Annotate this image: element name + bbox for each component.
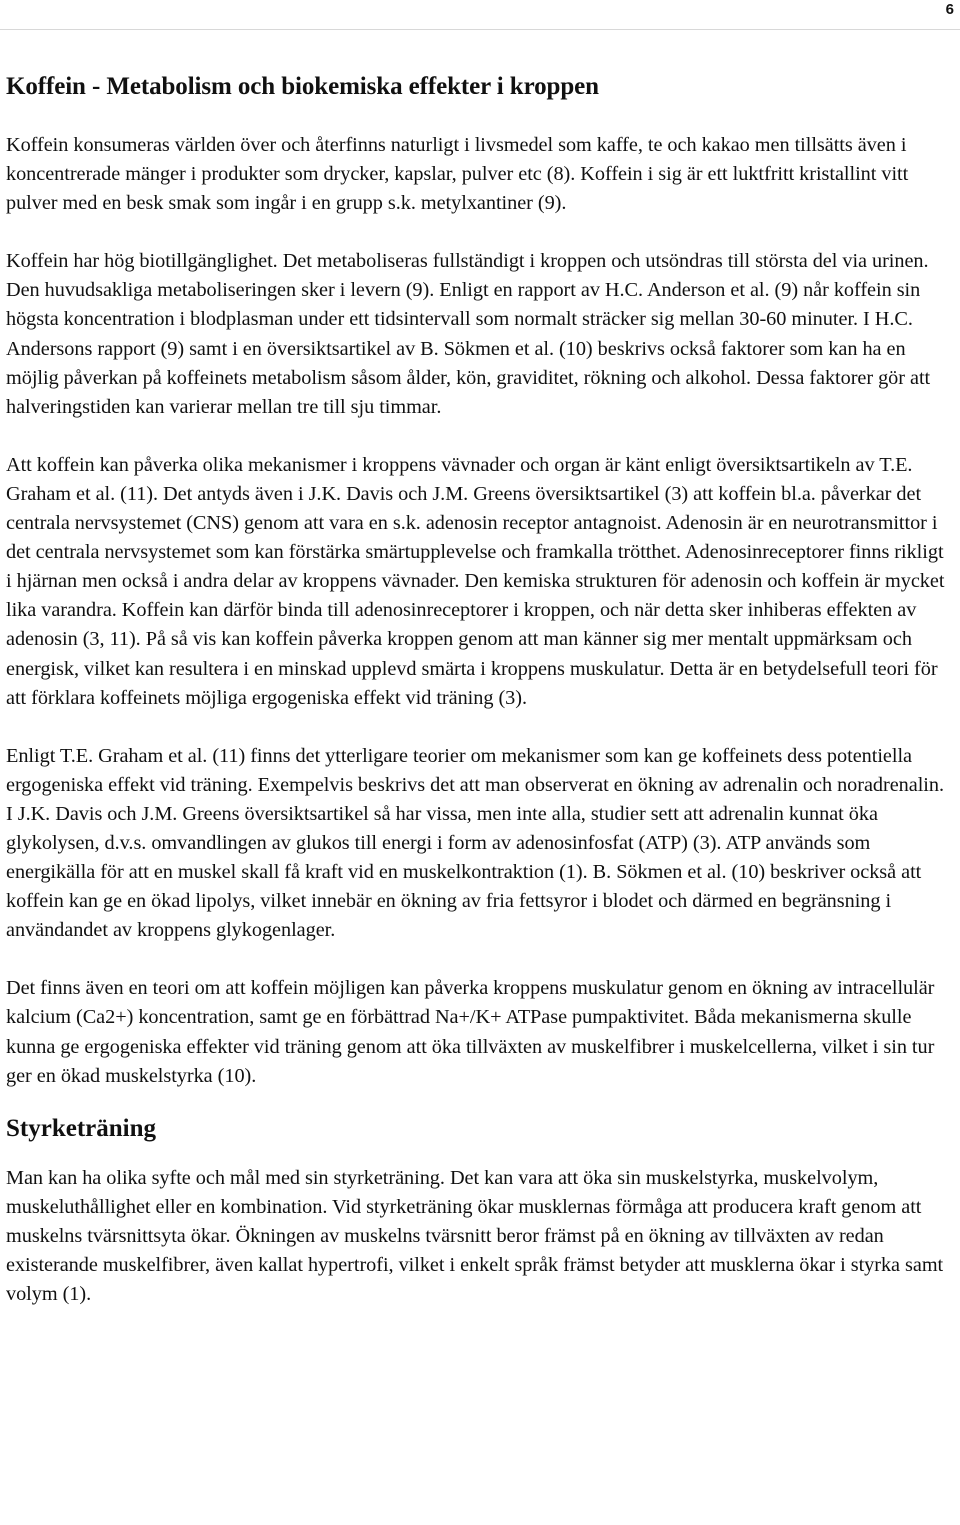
section-heading-strength-training: Styrketräning: [6, 1114, 156, 1142]
header-divider: [0, 29, 960, 30]
document-title: Koffein - Metabolism och biokemiska effekter i kroppen: [6, 73, 599, 100]
paragraph-intro: Koffein konsumeras världen över och återfinns naturligt i livsmedel som kaffe, te och kakao men tillsätts även i koncentrerade mänger i produkter som drycker, kapslar, pulver etc (8). Koffein i sig är ett luktfritt kristallint vitt pulver med en besk smak som ingår i en grupp s.k. metylxantiner (9).: [6, 134, 909, 215]
paragraph-mechanisms: Att koffein kan påverka olika mekanismer i kroppens vävnader och organ är känt enligt översiktsartikeln av T.E. Graham et al. (11). Det antyds även i J.K. Davis och J.M. Greens översiktsartikel (3) att koffein bl.a. påverkar det centrala nervsystemet (CNS) genom att vara en s.k. adenosin receptor antagnoist. Adenosin är en neurotransmittor i det centrala nervsystemet som kan förstärka smärtupplevelse och framkalla trötthet. Adenosinreceptorer finns rikligt i hjärnan men också i andra delar av kroppens vävnader. Den kemiska strukturen för adenosin och koffein är mycket lika varandra. Koffein kan därför binda till adenosinreceptorer i kroppen, och när detta sker inhiberas effekten av adenosin (3, 11). På så vis kan koffein påverka kroppen genom att man känner sig mer mentalt uppmärksam och energisk, vilket kan resultera i en minskad upplevd smärta i kroppens muskulatur. Detta är en betydelsefull teori för att förklara koffeinets möjliga ergogeniska effekt vid träning (3).: [6, 453, 945, 709]
document-body: [6, 70, 952, 1309]
paragraph-bioavailability: Koffein har hög biotillgänglighet. Det metaboliseras fullständigt i kroppen och utsöndras till största del via urinen. Den huvudsakliga metaboliseringen sker i levern (9). Enligt en rapport av H.C. Anderson et al. (9) når koffein sin högsta koncentration i blodplasman under ett tidsintervall som normalt sträcker sig mellan 30-60 minuter. I H.C. Andersons rapport (9) samt i en översiktsartikel av B. Sökmen et al. (10) beskrivs också faktorer som kan ha en möjlig påverkan på koffeinets metabolism såsom ålder, kön, graviditet, rökning och alkohol. Dessa faktorer gör att halveringstiden kan varierar mellan tre till sju timmar.: [6, 250, 931, 418]
page-number: 6: [945, 1, 954, 18]
paragraph-additional-theories: Enligt T.E. Graham et al. (11) finns det ytterligare teorier om mekanismer som kan ge koffeinets dess potentiella ergogeniska effekt vid träning. Exempelvis beskrivs det att man observerat en ökning av adrenalin och noradrenalin. I J.K. Davis och J.M. Greens översiktsartikel så har vissa, men inte alla, studier sett att adrenalin kunnat öka glykolysen, d.v.s. omvandlingen av glukos till energi i form av adenosinfosfat (ATP) (3). ATP används som energikälla för att en muskel skall få kraft vid en muskelkontraktion (1). B. Sökmen et al. (10) beskriver också att koffein kan ge en ökad lipolys, vilket innebär en ökning av fria fettsyror i blodet och därmed en begränsning i användandet av kroppens glykogenlager.: [6, 744, 944, 942]
paragraph-strength-training: Man kan ha olika syfte och mål med sin styrketräning. Det kan vara att öka sin muskelstyrka, muskelvolym, muskeluthållighet eller en kombination. Vid styrketräning ökar musklernas förmåga att producera kraft genom att muskelns tvärsnittsyta ökar. Ökningen av muskelns tvärsnitt beror främst på en ökning av tillväxten av redan existerande muskelfibrer, även kallat hypertrofi, vilket i enkelt språk främst betyder att musklerna ökar i styrka samt volym (1).: [6, 1166, 944, 1306]
paragraph-calcium-theory: Det finns även en teori om att koffein möjligen kan påverka kroppens muskulatur genom en ökning av intracellulär kalcium (Ca2+) koncentration, samt ge en förbättrad Na+/K+ ATPase pumpaktivitet. Båda mekanismerna skulle kunna ge ergogeniska effekter vid träning genom att öka tillväxten av muskelfibrer i muskelcellerna, vilket i sin tur ger en ökad muskelstyrka (10).: [6, 977, 935, 1087]
